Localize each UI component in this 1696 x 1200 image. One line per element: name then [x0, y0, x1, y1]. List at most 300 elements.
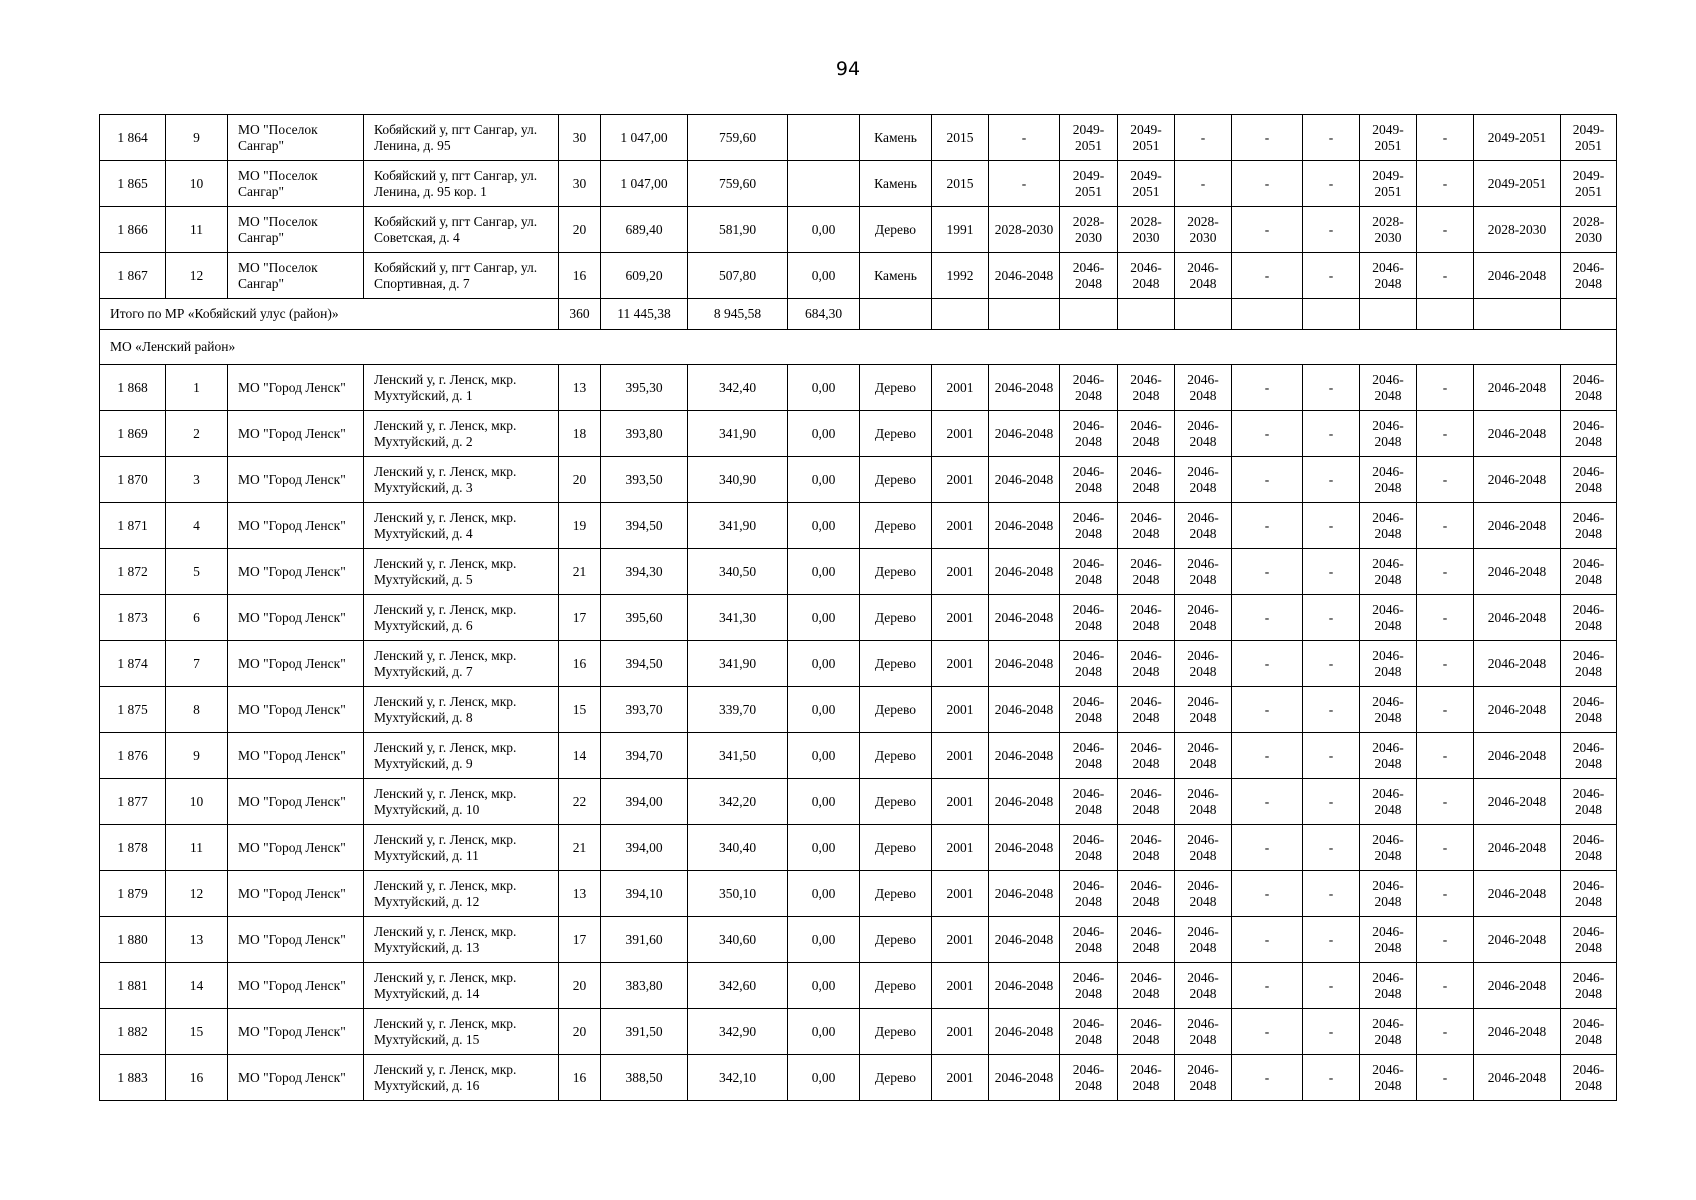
cell-record-number: 1 872	[100, 549, 166, 595]
total-c3: 8 945,58	[688, 299, 788, 330]
cell-y7: 2049-2051	[1561, 161, 1617, 207]
cell-y4: -	[1175, 161, 1232, 207]
total-empty	[1118, 299, 1175, 330]
cell-material: Дерево	[860, 1055, 932, 1101]
cell-y1: -	[989, 161, 1060, 207]
cell-index: 11	[166, 825, 228, 871]
cell-c2: 394,50	[601, 641, 688, 687]
cell-year: 2001	[932, 1055, 989, 1101]
cell-y7: 2046-2048	[1561, 503, 1617, 549]
cell-year: 2001	[932, 549, 989, 595]
cell-y2: 2046-2048	[1060, 733, 1118, 779]
total-empty	[932, 299, 989, 330]
cell-c2: 394,50	[601, 503, 688, 549]
total-empty	[1417, 299, 1474, 330]
cell-y7: 2046-2048	[1561, 1055, 1617, 1101]
cell-y2: 2046-2048	[1060, 411, 1118, 457]
table-row	[100, 779, 1617, 825]
total-c2: 11 445,38	[601, 299, 688, 330]
cell-address: Ленский у, г. Ленск, мкр. Мухтуйский, д. 10	[364, 779, 559, 825]
cell-y6: 2046-2048	[1474, 1055, 1561, 1101]
cell-y1: 2046-2048	[989, 253, 1060, 299]
cell-index: 5	[166, 549, 228, 595]
cell-material: Дерево	[860, 871, 932, 917]
cell-y5: 2046-2048	[1360, 253, 1417, 299]
cell-d3: -	[1417, 1009, 1474, 1055]
cell-record-number: 1 875	[100, 687, 166, 733]
cell-address: Ленский у, г. Ленск, мкр. Мухтуйский, д. 12	[364, 871, 559, 917]
cell-c3: 507,80	[688, 253, 788, 299]
cell-c1: 20	[559, 457, 601, 503]
cell-record-number: 1 881	[100, 963, 166, 1009]
total-empty	[1474, 299, 1561, 330]
cell-c4	[788, 161, 860, 207]
cell-record-number: 1 871	[100, 503, 166, 549]
cell-c4: 0,00	[788, 253, 860, 299]
cell-record-number: 1 865	[100, 161, 166, 207]
cell-y3: 2046-2048	[1118, 1009, 1175, 1055]
cell-y7: 2046-2048	[1561, 963, 1617, 1009]
cell-address: Ленский у, г. Ленск, мкр. Мухтуйский, д. 7	[364, 641, 559, 687]
cell-c3: 341,90	[688, 411, 788, 457]
cell-address: Ленский у, г. Ленск, мкр. Мухтуйский, д. 13	[364, 917, 559, 963]
cell-y3: 2028-2030	[1118, 207, 1175, 253]
cell-d1: -	[1232, 871, 1303, 917]
total-empty	[1561, 299, 1617, 330]
cell-y1: 2046-2048	[989, 1055, 1060, 1101]
cell-municipality: МО "Город Ленск"	[228, 549, 364, 595]
cell-y6: 2028-2030	[1474, 207, 1561, 253]
cell-record-number: 1 878	[100, 825, 166, 871]
cell-y5: 2049-2051	[1360, 161, 1417, 207]
cell-d3: -	[1417, 115, 1474, 161]
table-row	[100, 457, 1617, 503]
cell-y1: 2046-2048	[989, 595, 1060, 641]
cell-index: 16	[166, 1055, 228, 1101]
cell-y4: -	[1175, 115, 1232, 161]
cell-c1: 20	[559, 1009, 601, 1055]
cell-municipality: МО "Город Ленск"	[228, 917, 364, 963]
cell-y6: 2046-2048	[1474, 549, 1561, 595]
table-row	[100, 207, 1617, 253]
cell-d3: -	[1417, 687, 1474, 733]
cell-material: Дерево	[860, 457, 932, 503]
total-c4: 684,30	[788, 299, 860, 330]
cell-c2: 394,00	[601, 825, 688, 871]
cell-y1: 2046-2048	[989, 549, 1060, 595]
cell-y2: 2046-2048	[1060, 963, 1118, 1009]
cell-d1: -	[1232, 1009, 1303, 1055]
cell-c2: 383,80	[601, 963, 688, 1009]
cell-d1: -	[1232, 825, 1303, 871]
cell-y6: 2046-2048	[1474, 411, 1561, 457]
cell-y7: 2046-2048	[1561, 253, 1617, 299]
cell-municipality: МО "Город Ленск"	[228, 871, 364, 917]
cell-material: Дерево	[860, 733, 932, 779]
cell-material: Дерево	[860, 411, 932, 457]
cell-c3: 342,90	[688, 1009, 788, 1055]
cell-c4: 0,00	[788, 1009, 860, 1055]
cell-y3: 2046-2048	[1118, 871, 1175, 917]
cell-y3: 2046-2048	[1118, 963, 1175, 1009]
cell-index: 4	[166, 503, 228, 549]
table-row	[100, 733, 1617, 779]
cell-y6: 2046-2048	[1474, 253, 1561, 299]
cell-d2: -	[1303, 253, 1360, 299]
cell-c4: 0,00	[788, 549, 860, 595]
cell-c4: 0,00	[788, 207, 860, 253]
section-row	[100, 330, 1617, 365]
cell-y2: 2046-2048	[1060, 871, 1118, 917]
table-body-total	[100, 299, 1617, 365]
cell-y1: 2046-2048	[989, 963, 1060, 1009]
cell-y4: 2028-2030	[1175, 207, 1232, 253]
cell-c1: 20	[559, 207, 601, 253]
total-empty	[860, 299, 932, 330]
cell-address: Кобяйский у, пгт Сангар, ул. Спортивная, д. 7	[364, 253, 559, 299]
cell-year: 2001	[932, 779, 989, 825]
cell-y1: 2046-2048	[989, 503, 1060, 549]
cell-municipality: МО "Поселок Сангар"	[228, 115, 364, 161]
cell-y5: 2049-2051	[1360, 115, 1417, 161]
cell-municipality: МО "Город Ленск"	[228, 1055, 364, 1101]
cell-c3: 341,90	[688, 503, 788, 549]
cell-c2: 395,30	[601, 365, 688, 411]
cell-y1: 2028-2030	[989, 207, 1060, 253]
cell-material: Дерево	[860, 825, 932, 871]
cell-material: Камень	[860, 161, 932, 207]
cell-address: Кобяйский у, пгт Сангар, ул. Ленина, д. 95	[364, 115, 559, 161]
cell-y4: 2046-2048	[1175, 963, 1232, 1009]
cell-y4: 2046-2048	[1175, 641, 1232, 687]
cell-c2: 394,00	[601, 779, 688, 825]
cell-y1: 2046-2048	[989, 687, 1060, 733]
cell-municipality: МО "Город Ленск"	[228, 457, 364, 503]
cell-d2: -	[1303, 161, 1360, 207]
cell-y1: 2046-2048	[989, 457, 1060, 503]
cell-y4: 2046-2048	[1175, 917, 1232, 963]
cell-y4: 2046-2048	[1175, 457, 1232, 503]
cell-y3: 2046-2048	[1118, 411, 1175, 457]
cell-d3: -	[1417, 825, 1474, 871]
cell-year: 2001	[932, 917, 989, 963]
cell-c1: 30	[559, 161, 601, 207]
cell-y5: 2046-2048	[1360, 595, 1417, 641]
cell-municipality: МО "Город Ленск"	[228, 963, 364, 1009]
cell-y7: 2046-2048	[1561, 1009, 1617, 1055]
cell-c1: 13	[559, 365, 601, 411]
total-empty	[1360, 299, 1417, 330]
cell-year: 2001	[932, 687, 989, 733]
table-row	[100, 687, 1617, 733]
cell-y1: 2046-2048	[989, 365, 1060, 411]
cell-y5: 2046-2048	[1360, 641, 1417, 687]
cell-y7: 2046-2048	[1561, 917, 1617, 963]
cell-material: Дерево	[860, 917, 932, 963]
total-c1: 360	[559, 299, 601, 330]
cell-material: Дерево	[860, 641, 932, 687]
cell-y6: 2049-2051	[1474, 115, 1561, 161]
cell-address: Ленский у, г. Ленск, мкр. Мухтуйский, д. 5	[364, 549, 559, 595]
cell-d2: -	[1303, 1009, 1360, 1055]
cell-y2: 2046-2048	[1060, 641, 1118, 687]
cell-c3: 340,40	[688, 825, 788, 871]
cell-d2: -	[1303, 917, 1360, 963]
cell-c4: 0,00	[788, 595, 860, 641]
cell-c1: 22	[559, 779, 601, 825]
cell-c2: 394,70	[601, 733, 688, 779]
cell-d3: -	[1417, 917, 1474, 963]
cell-d3: -	[1417, 549, 1474, 595]
cell-year: 2015	[932, 161, 989, 207]
cell-c4: 0,00	[788, 641, 860, 687]
cell-c1: 30	[559, 115, 601, 161]
cell-municipality: МО "Город Ленск"	[228, 687, 364, 733]
cell-y1: 2046-2048	[989, 825, 1060, 871]
cell-d1: -	[1232, 917, 1303, 963]
cell-d1: -	[1232, 549, 1303, 595]
cell-material: Камень	[860, 115, 932, 161]
cell-municipality: МО "Поселок Сангар"	[228, 207, 364, 253]
cell-y7: 2046-2048	[1561, 871, 1617, 917]
cell-y3: 2046-2048	[1118, 917, 1175, 963]
cell-d3: -	[1417, 253, 1474, 299]
cell-d3: -	[1417, 871, 1474, 917]
cell-index: 6	[166, 595, 228, 641]
section-label: МО «Ленский район»	[100, 330, 1617, 365]
cell-y6: 2046-2048	[1474, 733, 1561, 779]
cell-year: 2001	[932, 963, 989, 1009]
cell-y5: 2046-2048	[1360, 825, 1417, 871]
cell-d2: -	[1303, 503, 1360, 549]
cell-c3: 340,60	[688, 917, 788, 963]
cell-c2: 388,50	[601, 1055, 688, 1101]
cell-d3: -	[1417, 365, 1474, 411]
cell-d1: -	[1232, 207, 1303, 253]
cell-year: 2001	[932, 503, 989, 549]
cell-y3: 2046-2048	[1118, 595, 1175, 641]
cell-municipality: МО "Город Ленск"	[228, 411, 364, 457]
cell-y1: 2046-2048	[989, 779, 1060, 825]
cell-y7: 2046-2048	[1561, 549, 1617, 595]
cell-y3: 2046-2048	[1118, 365, 1175, 411]
cell-y2: 2028-2030	[1060, 207, 1118, 253]
cell-index: 2	[166, 411, 228, 457]
cell-d1: -	[1232, 365, 1303, 411]
page-number: 94	[835, 58, 861, 80]
cell-y7: 2046-2048	[1561, 825, 1617, 871]
cell-d2: -	[1303, 963, 1360, 1009]
cell-year: 2001	[932, 595, 989, 641]
cell-c4: 0,00	[788, 365, 860, 411]
cell-c2: 395,60	[601, 595, 688, 641]
cell-municipality: МО "Город Ленск"	[228, 1009, 364, 1055]
cell-d3: -	[1417, 963, 1474, 1009]
cell-y7: 2046-2048	[1561, 365, 1617, 411]
cell-c2: 393,50	[601, 457, 688, 503]
cell-record-number: 1 876	[100, 733, 166, 779]
cell-index: 10	[166, 779, 228, 825]
table-row	[100, 253, 1617, 299]
cell-c4: 0,00	[788, 825, 860, 871]
cell-y7: 2046-2048	[1561, 457, 1617, 503]
cell-year: 2001	[932, 365, 989, 411]
cell-y5: 2028-2030	[1360, 207, 1417, 253]
cell-y5: 2046-2048	[1360, 549, 1417, 595]
cell-c2: 394,30	[601, 549, 688, 595]
cell-municipality: МО "Город Ленск"	[228, 595, 364, 641]
cell-c4: 0,00	[788, 871, 860, 917]
cell-address: Ленский у, г. Ленск, мкр. Мухтуйский, д. 1	[364, 365, 559, 411]
cell-record-number: 1 877	[100, 779, 166, 825]
table-body-top	[100, 115, 1617, 299]
cell-c3: 759,60	[688, 115, 788, 161]
cell-y5: 2046-2048	[1360, 963, 1417, 1009]
cell-record-number: 1 864	[100, 115, 166, 161]
cell-y2: 2046-2048	[1060, 503, 1118, 549]
cell-y1: 2046-2048	[989, 411, 1060, 457]
cell-d1: -	[1232, 253, 1303, 299]
cell-c3: 341,30	[688, 595, 788, 641]
cell-index: 10	[166, 161, 228, 207]
cell-c2: 1 047,00	[601, 161, 688, 207]
cell-y4: 2046-2048	[1175, 779, 1232, 825]
cell-y3: 2046-2048	[1118, 503, 1175, 549]
cell-c1: 19	[559, 503, 601, 549]
cell-record-number: 1 879	[100, 871, 166, 917]
cell-index: 15	[166, 1009, 228, 1055]
cell-d2: -	[1303, 411, 1360, 457]
cell-c2: 1 047,00	[601, 115, 688, 161]
cell-d2: -	[1303, 825, 1360, 871]
table-row	[100, 411, 1617, 457]
cell-index: 7	[166, 641, 228, 687]
cell-material: Дерево	[860, 503, 932, 549]
cell-d1: -	[1232, 687, 1303, 733]
total-label: Итого по МР «Кобяйский улус (район)»	[100, 299, 559, 330]
cell-year: 2001	[932, 1009, 989, 1055]
cell-address: Ленский у, г. Ленск, мкр. Мухтуйский, д. 6	[364, 595, 559, 641]
cell-d3: -	[1417, 207, 1474, 253]
cell-record-number: 1 873	[100, 595, 166, 641]
cell-municipality: МО "Город Ленск"	[228, 779, 364, 825]
table-row	[100, 365, 1617, 411]
cell-y7: 2028-2030	[1561, 207, 1617, 253]
cell-y2: 2046-2048	[1060, 549, 1118, 595]
cell-record-number: 1 868	[100, 365, 166, 411]
cell-y2: 2046-2048	[1060, 457, 1118, 503]
cell-year: 2001	[932, 733, 989, 779]
cell-y2: 2046-2048	[1060, 779, 1118, 825]
cell-y7: 2046-2048	[1561, 733, 1617, 779]
table-row	[100, 1009, 1617, 1055]
cell-c2: 393,70	[601, 687, 688, 733]
cell-c4: 0,00	[788, 779, 860, 825]
cell-c4	[788, 115, 860, 161]
cell-d2: -	[1303, 207, 1360, 253]
cell-c4: 0,00	[788, 1055, 860, 1101]
cell-c1: 17	[559, 595, 601, 641]
total-row	[100, 299, 1617, 330]
cell-y3: 2049-2051	[1118, 115, 1175, 161]
cell-c1: 14	[559, 733, 601, 779]
cell-record-number: 1 869	[100, 411, 166, 457]
cell-address: Ленский у, г. Ленск, мкр. Мухтуйский, д. 16	[364, 1055, 559, 1101]
cell-c3: 581,90	[688, 207, 788, 253]
cell-y5: 2046-2048	[1360, 733, 1417, 779]
table-body-bottom	[100, 365, 1617, 1101]
cell-y4: 2046-2048	[1175, 411, 1232, 457]
cell-address: Кобяйский у, пгт Сангар, ул. Ленина, д. 95 кор. 1	[364, 161, 559, 207]
cell-material: Дерево	[860, 365, 932, 411]
cell-y4: 2046-2048	[1175, 365, 1232, 411]
cell-d1: -	[1232, 115, 1303, 161]
cell-y3: 2046-2048	[1118, 825, 1175, 871]
cell-c1: 16	[559, 1055, 601, 1101]
cell-c4: 0,00	[788, 917, 860, 963]
cell-d1: -	[1232, 1055, 1303, 1101]
cell-y1: 2046-2048	[989, 641, 1060, 687]
cell-material: Дерево	[860, 595, 932, 641]
cell-d3: -	[1417, 733, 1474, 779]
cell-y7: 2046-2048	[1561, 779, 1617, 825]
cell-index: 3	[166, 457, 228, 503]
cell-year: 2001	[932, 871, 989, 917]
cell-d1: -	[1232, 457, 1303, 503]
cell-index: 1	[166, 365, 228, 411]
cell-y2: 2046-2048	[1060, 687, 1118, 733]
cell-c1: 16	[559, 253, 601, 299]
cell-d2: -	[1303, 733, 1360, 779]
cell-municipality: МО "Город Ленск"	[228, 503, 364, 549]
cell-index: 9	[166, 733, 228, 779]
cell-c2: 391,60	[601, 917, 688, 963]
cell-index: 14	[166, 963, 228, 1009]
cell-c2: 393,80	[601, 411, 688, 457]
cell-address: Ленский у, г. Ленск, мкр. Мухтуйский, д. 11	[364, 825, 559, 871]
cell-c2: 689,40	[601, 207, 688, 253]
cell-y4: 2046-2048	[1175, 1055, 1232, 1101]
cell-c4: 0,00	[788, 457, 860, 503]
cell-y5: 2046-2048	[1360, 871, 1417, 917]
cell-y3: 2046-2048	[1118, 1055, 1175, 1101]
cell-c1: 16	[559, 641, 601, 687]
table-row	[100, 115, 1617, 161]
cell-c3: 342,40	[688, 365, 788, 411]
cell-d3: -	[1417, 161, 1474, 207]
total-empty	[1303, 299, 1360, 330]
cell-y6: 2046-2048	[1474, 641, 1561, 687]
cell-d1: -	[1232, 641, 1303, 687]
cell-d2: -	[1303, 595, 1360, 641]
cell-year: 2001	[932, 457, 989, 503]
cell-y5: 2046-2048	[1360, 365, 1417, 411]
cell-d2: -	[1303, 687, 1360, 733]
cell-d2: -	[1303, 871, 1360, 917]
table-row	[100, 641, 1617, 687]
cell-y3: 2046-2048	[1118, 687, 1175, 733]
cell-d1: -	[1232, 411, 1303, 457]
total-empty	[1175, 299, 1232, 330]
cell-c3: 342,60	[688, 963, 788, 1009]
cell-y3: 2046-2048	[1118, 253, 1175, 299]
cell-y5: 2046-2048	[1360, 779, 1417, 825]
cell-d1: -	[1232, 779, 1303, 825]
cell-c1: 13	[559, 871, 601, 917]
cell-y7: 2046-2048	[1561, 687, 1617, 733]
table-row	[100, 871, 1617, 917]
cell-d3: -	[1417, 503, 1474, 549]
